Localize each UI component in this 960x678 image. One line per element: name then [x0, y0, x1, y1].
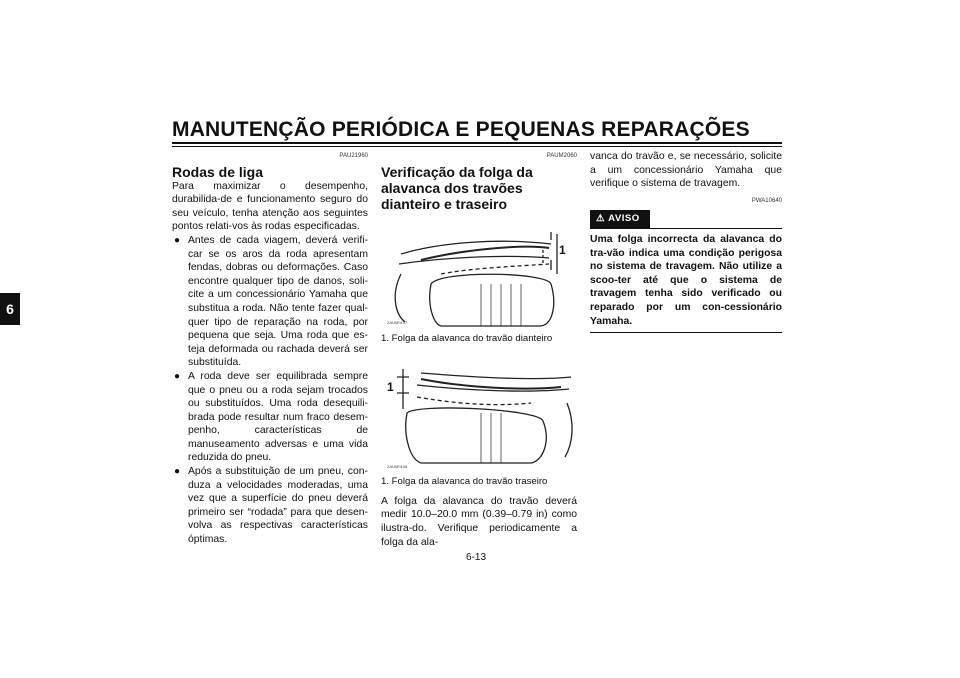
bullet-list	[172, 234, 368, 547]
figure-front-brake-lever	[381, 214, 577, 332]
warning-text: Uma folga incorrecta da alavanca do tra-vão indica uma condição perigosa no sistema de travagem. Não utilize a scoo-ter até que o sistema de travagem tenha sido verificado ou reparado por um con-cessionário Yamaha.	[590, 233, 782, 327]
rear-lever-illustration	[381, 363, 577, 475]
page-number: 6-13	[466, 552, 487, 563]
figure-label: 1	[559, 242, 566, 257]
body-paragraph: vanca do travão e, se necessário, solicite a um concessionário Yamaha que verifique o sistema de travagem.	[590, 151, 782, 190]
list-item: ● A roda deve ser equilibrada sempre que o pneu ou a roda sejam trocados ou substituídos. Uma roda desequili-brada pode resultar num fraco desem-penho, características de manuseamento adversas e uma vida reduzida do pneu.	[174, 370, 368, 464]
figure-code: ZAUM0107	[387, 320, 408, 325]
figure-caption: 1. Folga da alavanca do travão traseiro	[381, 476, 548, 488]
page-title: MANUTENÇÃO PERIÓDICA E PEQUENAS REPARAÇÕES	[172, 118, 750, 141]
section-title: Rodas de liga	[172, 163, 264, 180]
figure-code: ZAUM0108	[387, 463, 408, 469]
middle-column	[381, 150, 577, 549]
figure-label: 1	[387, 380, 394, 395]
section-code: PAU21960	[339, 153, 368, 159]
warning-code: PWA10640	[751, 197, 782, 204]
header-rule	[172, 142, 782, 144]
list-item: ● Após a substituição de um pneu, con-duza a velocidades moderadas, uma vez que a superfície do pneu deverá primeiro ser “rodada” para que desen-volva as respectivas características óptimas.	[174, 466, 368, 546]
right-column	[590, 150, 782, 333]
section-title: Verificação da folga da alavanca dos travões dianteiro e traseiro	[381, 163, 533, 212]
figure-caption: 1. Folga da alavanca do travão dianteiro	[381, 332, 553, 344]
warning-top-rule	[590, 228, 782, 229]
front-lever-illustration	[381, 214, 577, 332]
chapter-tab: 6	[0, 293, 20, 325]
figure-rear-brake-lever	[381, 363, 577, 475]
list-item: ● Antes de cada viagem, deverá verifi-car se os aros da roda apresentam fendas, dobras ou deformações. Caso encontre qualquer tipo de danos, soli-cite a um concessionário Yamaha que substitua a roda. Não tente fazer qual-quer tipo de reparação na roda, por pequena que seja. Uma roda que es-teja deformada ou rachada deverá ser substituída.	[174, 234, 368, 369]
body-paragraph: A folga da alavanca do travão deverá medir 10.0–20.0 mm (0.39–0.79 in) como ilustra-do. Verifique periodicamente a folga da ala-	[381, 495, 577, 548]
intro-paragraph: Para maximizar o desempenho, durabilida-de e funcionamento seguro do seu veículo, tenha atenção aos seguintes pontos relati-vos às rodas especificadas.	[172, 180, 368, 233]
filled-circle-icon: ●	[174, 466, 181, 478]
section-code: PAUM2060	[546, 153, 577, 159]
warning-triangle-icon: ⚠	[596, 213, 606, 225]
warning-bottom-rule	[590, 332, 782, 333]
header-rule-thin	[172, 146, 782, 147]
warning-title-bar: ⚠ AVISO	[590, 210, 782, 228]
filled-circle-icon: ●	[174, 234, 181, 246]
filled-circle-icon: ●	[174, 370, 181, 382]
left-column	[172, 150, 368, 547]
